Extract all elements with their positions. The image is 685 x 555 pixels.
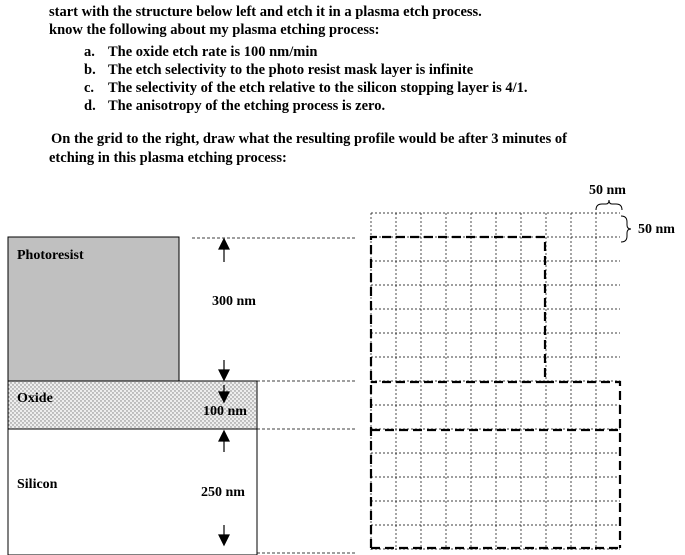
- horizontal-brace-icon: [596, 200, 622, 210]
- grid-scale-vertical: 50 nm: [638, 222, 675, 237]
- condition-d-text: The anisotropy of the etching process is zero.: [108, 98, 386, 114]
- silicon-thickness: 250 nm: [201, 485, 245, 500]
- intro-line-2: know the following about my plasma etching process:: [49, 22, 380, 38]
- silicon-label: Silicon: [17, 477, 58, 492]
- condition-a-letter: a.: [84, 44, 95, 60]
- photoresist-thickness: 300 nm: [212, 294, 256, 309]
- instruction-line-1: On the grid to the right, draw what the resulting profile would be after 3 minutes of: [51, 131, 567, 147]
- condition-c-text: The selectivity of the etch relative to the silicon stopping layer is 4/1.: [108, 80, 528, 96]
- condition-a-text: The oxide etch rate is 100 nm/min: [108, 44, 318, 60]
- photoresist-label: Photoresist: [17, 248, 84, 263]
- oxide-thickness: 100 nm: [203, 404, 247, 419]
- condition-c-letter: c.: [84, 80, 95, 96]
- grid-scale-horizontal: 50 nm: [589, 183, 626, 198]
- instruction-line-2: etching in this plasma etching process:: [49, 150, 287, 166]
- condition-d-letter: d.: [84, 98, 96, 114]
- vertical-brace-icon: [621, 216, 631, 242]
- intro-line-1: start with the structure below left and etch it in a plasma etch process.: [49, 4, 482, 20]
- condition-b-text: The etch selectivity to the photo resist mask layer is infinite: [108, 62, 474, 78]
- condition-b-letter: b.: [84, 62, 96, 78]
- oxide-label: Oxide: [17, 391, 53, 406]
